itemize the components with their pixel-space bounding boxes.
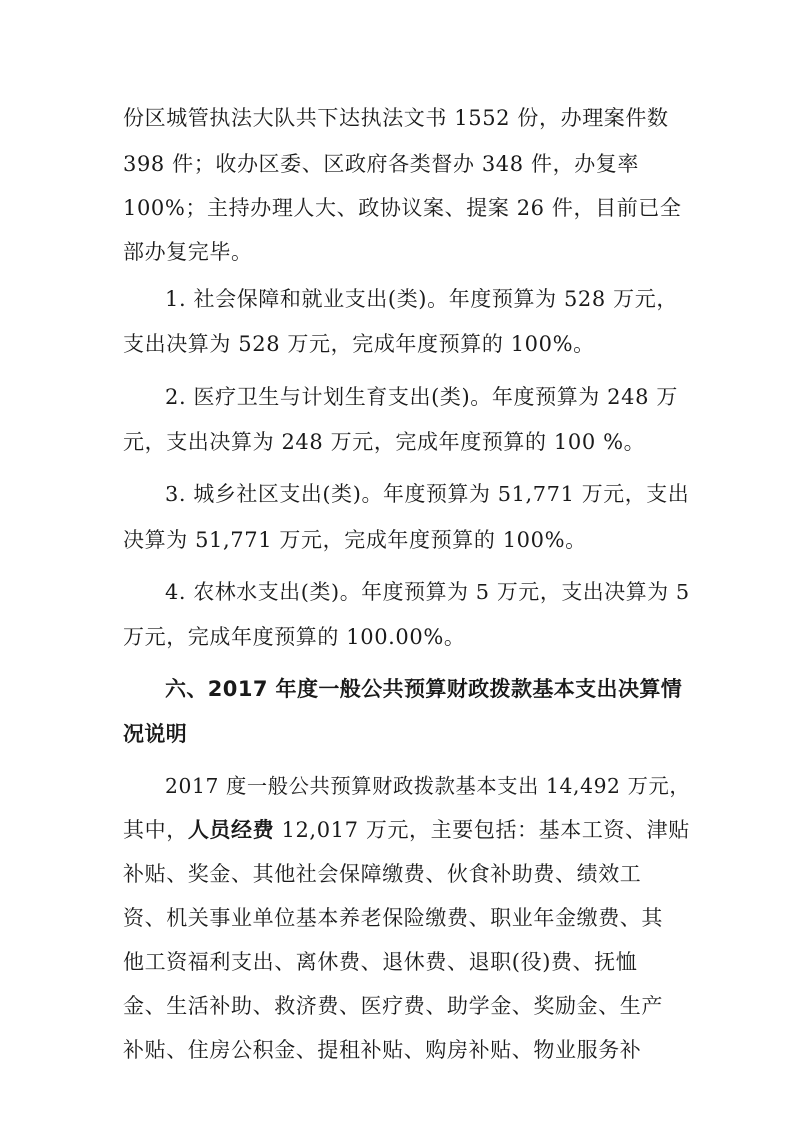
item-2-line: 2. 医疗卫生与计划生育支出(类)。年度预算为 248 万 <box>165 385 678 409</box>
paragraph-line: 部办复完毕。 <box>123 240 253 264</box>
section-body-line: 资、机关事业单位基本养老保险缴费、职业年金缴费、其 <box>123 906 663 930</box>
item-4-line: 万元，完成年度预算的 100.00%。 <box>123 625 466 649</box>
section-body-line: 补贴、住房公积金、提租补贴、购房补贴、物业服务补 <box>123 1038 642 1062</box>
item-3-line: 决算为 51,771 万元，完成年度预算的 100%。 <box>123 528 587 552</box>
item-4-line: 4. 农林水支出(类)。年度预算为 5 万元，支出决算为 5 <box>165 580 690 604</box>
section-body-line: 补贴、奖金、其他社会保障缴费、伙食补助费、绩效工 <box>123 862 642 886</box>
section-heading: 六、2017 年度一般公共预算财政拨款基本支出决算情 <box>165 677 683 701</box>
section-body-line: 他工资福利支出、离休费、退休费、退职(役)费、抚恤 <box>123 950 638 974</box>
personnel-expenses-label: 人员经费 <box>187 818 275 842</box>
item-3-line: 3. 城乡社区支出(类)。年度预算为 51,771 万元，支出 <box>165 482 690 506</box>
section-body-text: 其中， <box>123 818 188 842</box>
paragraph-line: 份区城管执法大队共下达执法文书 1552 份，办理案件数 <box>123 106 669 130</box>
section-body-line <box>123 820 690 841</box>
item-1-line: 支出决算为 528 万元，完成年度预算的 100%。 <box>123 332 595 356</box>
section-body-text: 12,017 万元，主要包括：基本工资、津贴 <box>274 818 690 842</box>
item-1-line: 1. 社会保障和就业支出(类)。年度预算为 528 万元， <box>165 287 678 311</box>
paragraph-line: 398 件；收办区委、区政府各类督办 348 件，办复率 <box>123 152 639 176</box>
item-2-line: 元，支出决算为 248 万元，完成年度预算的 100 %。 <box>123 430 646 454</box>
section-body-line: 金、生活补助、救济费、医疗费、助学金、奖励金、生产 <box>123 994 663 1018</box>
section-heading: 况说明 <box>123 722 188 746</box>
section-body-line: 2017 度一般公共预算财政拨款基本支出 14,492 万元， <box>165 774 691 798</box>
paragraph-line: 100%；主持办理人大、政协议案、提案 26 件，目前已全 <box>123 196 682 220</box>
